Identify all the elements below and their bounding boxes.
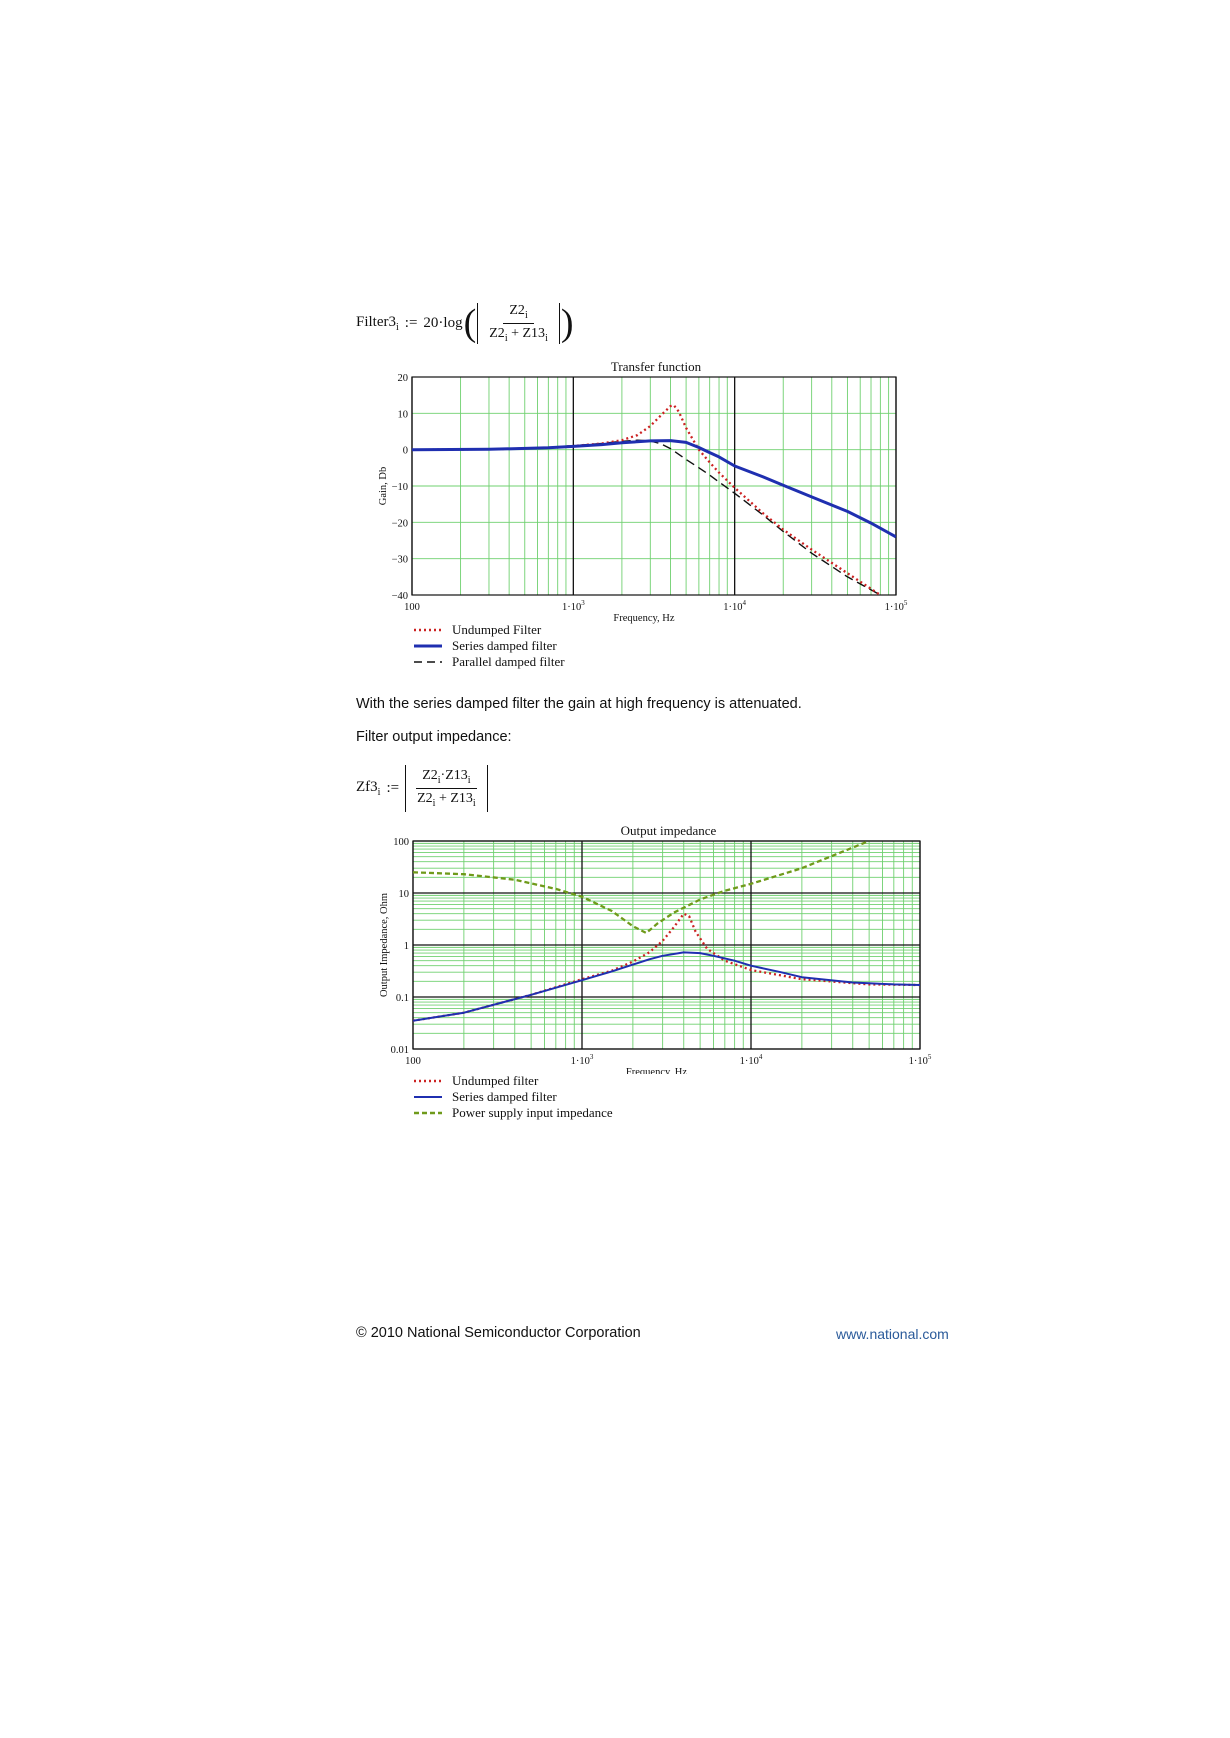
formula1-abs: $\frac{Z2_i}{Z2_i + Z13_i}$	[477, 303, 560, 344]
legend2-swatch-power	[414, 1109, 442, 1117]
chart2-ytick-label: 100	[393, 837, 409, 848]
formula2-lhs: $Zf3_i$	[356, 778, 381, 798]
impedance-legend	[414, 1073, 613, 1121]
chart1-ytick-label: −10	[391, 482, 408, 493]
chart1-xtick-label: $1\cdot 10^5$	[884, 599, 908, 613]
formula-zf3	[356, 765, 488, 812]
formula2-abs: $\frac{Z2_i\cdot Z13_i}{Z2_i + Z13_i}$	[405, 765, 488, 812]
formula-filter3	[356, 303, 575, 344]
legend2-item-power	[414, 1105, 613, 1121]
chart1-xtick-label: 100	[404, 602, 420, 613]
legend2-swatch-series	[414, 1093, 442, 1101]
chart2-ytick-label: 1	[403, 941, 409, 952]
chart2-series-series-damped-filter	[413, 952, 920, 1020]
chart2-title: Output impedance	[620, 823, 717, 838]
chart2-xtick-label: $1\cdot 10^3$	[570, 1053, 594, 1067]
chart1-series-undumped-filter	[412, 405, 880, 595]
legend2-label-series: Series damped filter	[452, 1089, 557, 1104]
chart2-xtick-label: 100	[405, 1056, 421, 1067]
legend1-label-series: Series damped filter	[452, 638, 557, 653]
chart1-series-parallel-damped-filter	[412, 440, 880, 595]
legend2-swatch-undumped	[414, 1077, 442, 1085]
chart1-ylabel: Gain, Db	[378, 466, 389, 506]
legend1-swatch-parallel	[414, 658, 442, 666]
legend2-item-undumped	[414, 1073, 613, 1089]
chart2-ytick-label: 10	[398, 889, 409, 900]
legend1-label-undumped: Undumped Filter	[452, 622, 542, 637]
paragraph-series-damped: With the series damped filter the gain at high frequency is attenuated.	[356, 696, 802, 712]
chart1-ytick-label: −20	[391, 518, 408, 530]
chart2-xtick-label: $1\cdot 10^5$	[908, 1053, 932, 1067]
chart1-ytick-label: 10	[397, 409, 408, 421]
chart1-xlabel: Frequency, Hz	[613, 613, 675, 624]
legend1-item-series	[414, 638, 565, 654]
chart1-title: Transfer function	[610, 359, 702, 374]
paragraph-output-impedance: Filter output impedance:	[356, 729, 512, 745]
formula1-paren-open: (	[463, 302, 477, 345]
formula1-paren-close: )	[560, 302, 574, 345]
chart1-ytick-label: −30	[391, 554, 408, 566]
chart2-series-power-supply-input-impedance	[413, 841, 869, 933]
legend1-label-parallel: Parallel damped filter	[452, 654, 565, 669]
legend2-label-undumped: Undumped filter	[452, 1073, 539, 1088]
chart2-xlabel: Frequency, Hz	[625, 1067, 688, 1074]
transfer-function-chart	[360, 354, 920, 629]
formula1-assign: :=	[404, 314, 418, 331]
legend1-item-undumped	[414, 622, 565, 638]
chart2-ytick-label: 0.1	[395, 993, 409, 1004]
chart2-grid	[413, 841, 920, 1049]
formula1-lhs: $Filter3_i$	[356, 313, 399, 333]
chart1-xtick-label: $1\cdot 10^4$	[723, 599, 747, 613]
chart2-ylabel: Output Impedance, Ohm	[379, 892, 390, 998]
output-impedance-svg	[360, 812, 940, 1074]
legend1-item-parallel	[414, 654, 565, 670]
footer-website-link[interactable]: www.national.com	[836, 1326, 949, 1342]
chart2-ytick-label: 0.01	[390, 1045, 409, 1056]
footer-copyright: © 2010 National Semiconductor Corporation	[356, 1325, 641, 1341]
formula1-func: 20·log	[423, 314, 463, 331]
transfer-legend	[414, 622, 565, 670]
output-impedance-chart	[360, 812, 940, 1079]
transfer-function-svg	[360, 354, 920, 624]
chart1-ytick-label: −40	[391, 591, 408, 602]
legend2-label-power: Power supply input impedance	[452, 1105, 613, 1120]
chart2-xtick-label: $1\cdot 10^4$	[739, 1053, 763, 1067]
legend1-swatch-series	[414, 642, 442, 650]
legend1-swatch-undumped	[414, 626, 442, 634]
legend2-item-series	[414, 1089, 613, 1105]
chart1-xtick-label: $1\cdot 10^3$	[561, 599, 585, 613]
chart1-grid	[412, 377, 896, 595]
chart1-ytick-label: 0	[402, 445, 408, 457]
chart1-ytick-label: 20	[397, 373, 408, 384]
formula2-assign: :=	[386, 779, 400, 796]
